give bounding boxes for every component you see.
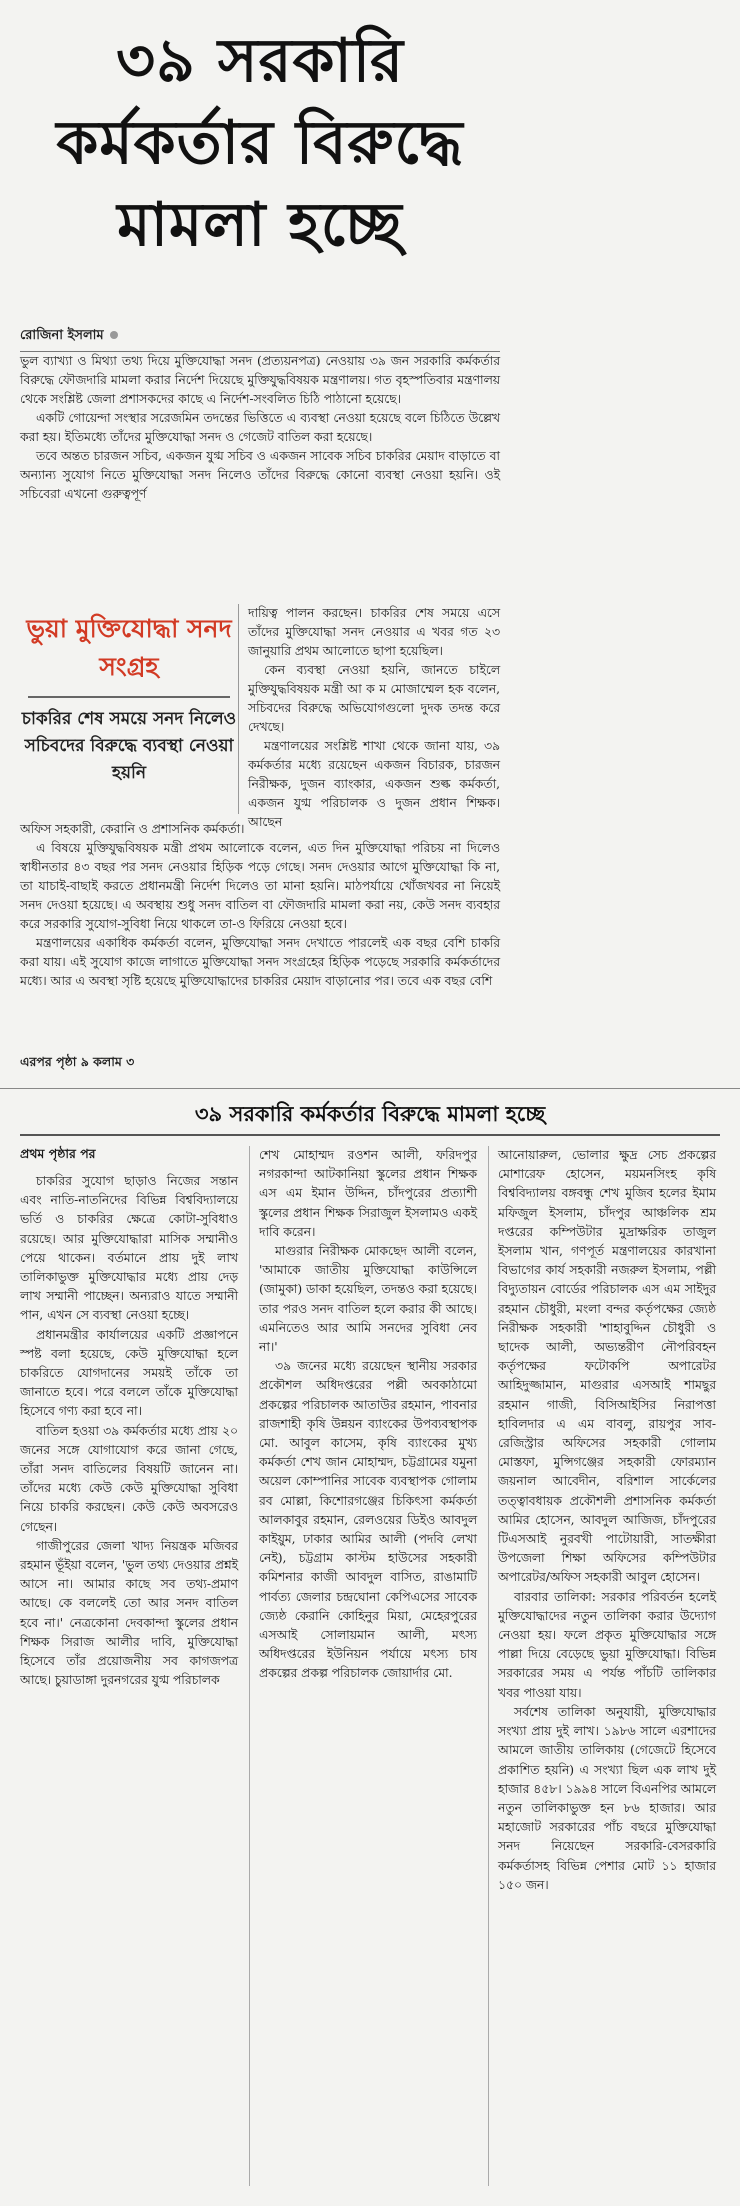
- continuation-column-3: [498, 1146, 716, 1895]
- column-paragraph: চাকরির সুযোগ ছাড়াও নিজের সন্তান এবং নাতি-নাতনিদের বিভিন্ন বিশ্ববিদ্যালয়ে ভর্তি ও চাকরির ক্ষেত্রে কোটা-সুবিধাও রয়েছে। আর মুক্তিযোদ্ধারা মাসিক সম্মানীও পেয়ে থাকেন। বর্তমানে প্রায় দুই লাখ তালিকাভুক্ত মুক্তিযোদ্ধার মধ্যে প্রায় দেড় লাখ সম্মানী পাচ্ছেন। অন্যরাও যাতে সম্মানী পান, এখন সে ব্যবস্থা নেওয়া হচ্ছে।: [20, 1174, 238, 1323]
- column-paragraph: আনোয়ারুল, ভোলার ক্ষুদ্র সেচ প্রকল্পের মোশারেফ হোসেন, ময়মনসিংহ কৃষি বিশ্ববিদ্যালয় বঙ্গবন্ধু শেখ মুজিব হলের ইমাম মফিজুল ইসলাম, চাঁদপুর আঞ্চলিক শ্রম দপ্তরের কম্পিউটার মুদ্রাক্ষরিক তাজুল ইসলাম খান, গণপূর্ত মন্ত্রণালয়ের কারখানা বিভাগের কার্য সহকারী নজরুল ইসলাম, পল্লী বিদ্যুতায়ন বোর্ডের পরিচালক এস এম সাইদুর রহমান চৌধুরী, মংলা বন্দর কর্তৃপক্ষের জ্যেষ্ঠ নিরীক্ষক সহকারী 'শাহাবুদ্দিন চৌধুরী ও ছাদেক আলী, অভ্যন্তরীণ নৌপরিবহন কর্তৃপক্ষের ফটোকপি অপারেটর আহিদুজ্জামান, মাগুরার এসআই শামছুর রহমান গাজী, বিসিআইসির নিরাপত্তা হাবিলদার এ এম বাবলু, রায়পুর সাব-রেজিস্ট্রার অফিসের সহকারী গোলাম মোস্তফা, মুন্সিগঞ্জের সহকারী ফোরম্যান জয়নাল আবেদীন, বরিশাল সার্কেলের তত্ত্বাবধায়ক প্রকৌশলী প্রশাসনিক কর্মকর্তা আমির হোসেন, আবদুল আজিজ, চাঁদপুরের টিএসআই নুরবখী পাটোয়ারী, সাতক্ষীরা উপজেলা শিক্ষা অফিসের কম্পিউটার অপারেটর/অফিস সহকারী আবুল হোসেন।: [498, 1148, 716, 1585]
- headline: ৩৯ সরকারি কর্মকর্তার বিরুদ্ধে মামলা হচ্ছে: [56, 26, 464, 260]
- pull-quote-box: [20, 604, 239, 814]
- pull-quote-divider: [28, 696, 230, 698]
- side-paragraph: মন্ত্রণালয়ের সংশ্লিষ্ট শাখা থেকে জানা যায়, ৩৯ কর্মকর্তার মধ্যে রয়েছেন একজন বিচারক, চারজন নিরীক্ষক, দুজন ব্যাংকার, একজন শুল্ক কর্মকর্তা, একজন যুগ্ম পরিচালক ও দুজন প্রধান শিক্ষক। আছেন: [248, 739, 500, 829]
- byline-author: রোজিনা ইসলাম: [20, 328, 104, 343]
- continuing-paragraph: এ বিষয়ে মুক্তিযুদ্ধবিষয়ক মন্ত্রী প্রথম আলোকে বলেন, এত দিন মুক্তিযোদ্ধা পরিচয় না দিলেও স্বাধীনতার ৪৩ বছর পর সনদ নেওয়ার হিড়িক পড়ে গেছে। সনদ দেওয়ার আগে মুক্তিযোদ্ধা কি না, তা যাচাই-বাছাই করতে প্রধানমন্ত্রী নির্দেশ দিলেও তা মানা হয়নি। মাঠপর্যায়ে খোঁজখবর না নিয়েই সনদ দেওয়া হয়েছে। এ অবস্থায় শুধু সনদ বাতিল বা ফৌজদারি মামলা করা নয়, কেউ সনদ ব্যবহার করে সরকারি সুযোগ-সুবিধা নিয়ে থাকলে তা-ও ফিরিয়ে নেওয়া হবে।: [20, 841, 500, 931]
- column-separator: [488, 1146, 489, 2186]
- lead-paragraph: তবে অন্তত চারজন সচিব, একজন যুগ্ম সচিব ও একজন সাবেক সচিব চাকরির মেয়াদ বাড়াতে বা অন্যান্য সুযোগ নিতে মুক্তিযোদ্ধা সনদ নিলেও তাঁদের বিরুদ্ধে কোনো ব্যবস্থা নেওয়া হয়নি। ওই সচিবেরা এখনো গুরুত্বপূর্ণ: [20, 449, 500, 501]
- continuing-paragraph: মন্ত্রণালয়ের একাধিক কর্মকর্তা বলেন, মুক্তিযোদ্ধা সনদ দেখাতে পারলেই এক বছর বেশি চাকরি করা যায়। এই সুযোগ কাজে লাগাতে মুক্তিযোদ্ধা সনদ সংগ্রহের হিড়িক পড়েছে সরকারি কর্মকর্তাদের মধ্যে। আর এ অবস্থা সৃষ্টি হয়েছে মুক্তিযোদ্ধাদের চাকরির মেয়াদ বাড়ানোর পর। তবে এক বছর বেশি: [20, 936, 500, 988]
- continuation-title: ৩৯ সরকারি কর্মকর্তার বিরুদ্ধে মামলা হচ্ছে: [194, 1102, 546, 1126]
- continuation-column-2: [259, 1146, 477, 1684]
- side-paragraph: কেন ব্যবস্থা নেওয়া হয়নি, জানতে চাইলে মুক্তিযুদ্ধবিষয়ক মন্ত্রী আ ক ম মোজাম্মেল হক বলেন, সচিবদের বিরুদ্ধে অভিযোগগুলো দুদক তদন্ত করে দেখছে।: [248, 663, 500, 734]
- continuing-paragraph: অফিস সহকারী, কেরানি ও প্রশাসনিক কর্মকর্তা।: [20, 822, 245, 836]
- byline: [20, 326, 500, 352]
- from-page-label: প্রথম পৃষ্ঠার পর: [20, 1146, 96, 1161]
- continuation-column-1: [20, 1146, 238, 1690]
- column-separator: [249, 1146, 250, 2186]
- continuing-text: [20, 820, 500, 991]
- column-paragraph: সর্বশেষ তালিকা অনুযায়ী, মুক্তিযোদ্ধার সংখ্যা প্রায় দুই লাখ। ১৯৮৬ সালে এরশাদের আমলে জাতীয় তালিকায় (গেজেটে হিসেবে প্রকাশিত হয়নি) এ সংখ্যা ছিল এক লাখ দুই হাজার ৪৫৮। ১৯৯৪ সালে বিএনপির আমলে নতুন তালিকাভুক্ত হন ৮৬ হাজার। আর মহাজোট সরকারের পাঁচ বছরে মুক্তিযোদ্ধা সনদ নিয়েছেন সরকারি-বেসরকারি কর্মকর্তাসহ বিভিন্ন পেশার মোট ১১ হাজার ১৫০ জন।: [498, 1704, 716, 1892]
- column-paragraph: ৩৯ জনের মধ্যে রয়েছেন স্থানীয় সরকার প্রকৌশল অধিদপ্তরের পল্লী অবকাঠামো প্রকল্পের পরিচালক আতাউর রহমান, পাবনার রাজশাহী কৃষি উন্নয়ন ব্যাংকের উপব্যবস্থাপক মো. আবুল কাসেম, কৃষি ব্যাংকের মুখ্য কর্মকর্তা শেখ জান মোহাম্মদ, চট্টগ্রামের যমুনা অয়েল কোম্পানির সাবেক ব্যবস্থাপক গোলাম রব মোল্লা, কিশোরগঞ্জের চিকিৎসা কর্মকর্তা আলকাবুর রহমান, রেলওয়ের ডিইও আবদুল কাইয়ুম, ঢাকার আমির আলী (পদবি লেখা নেই), চট্টগ্রাম কাস্টম হাউসের সহকারী কমিশনার কাজী আবদুল বাসিত, রাঙামাটি পার্বত্য জেলার চন্দ্রঘোনা কেপিএসের সাবেক জ্যেষ্ঠ কেরানি কোহিনুর মিয়া, মেহেরপুরের এসআই সোলায়মান আলী, মৎস্য অধিদপ্তরের ইউনিয়ন পর্যায়ে মৎস্য চাষ প্রকল্পের প্রকল্প পরিচালক জোয়ার্দার মো.: [259, 1359, 477, 1681]
- column-paragraph: বাতিল হওয়া ৩৯ কর্মকর্তার মধ্যে প্রায় ২০ জনের সঙ্গে যোগাযোগ করে জানা গেছে, তাঁরা সনদ বাতিলের বিষয়টি জানেন না। তাঁদের মধ্যে কেউ কেউ মুক্তিযোদ্ধা সুবিধা নিয়ে চাকরি করছেন। কেউ কেউ অবসরেও গেছেন।: [20, 1423, 238, 1534]
- continuation-title-rule: [20, 1134, 720, 1136]
- column-paragraph: গাজীপুরের জেলা খাদ্য নিয়ন্ত্রক মজিবর রহমান ভূঁইয়া বলেন, 'ভুল তথ্য দেওয়ার প্রশ্নই আসে না। আমার কাছে সব তথ্য-প্রমাণ আছে। কে বললেই তো আর সনদ বাতিল হবে না।' নেত্রকোনা দেবকান্দা স্কুলের প্রধান শিক্ষক সিরাজ আলীর দাবি, মুক্তিযোদ্ধা হিসেবে তাঁর প্রয়োজনীয় সব কাগজপত্র আছে। চুয়াডাঙ্গা দুরনগরের যুগ্ম পরিচালক: [20, 1538, 238, 1688]
- section-divider: [0, 1088, 740, 1089]
- column-paragraph: মাগুরার নিরীক্ষক মোকছেদ আলী বলেন, 'আমাকে জাতীয় মুক্তিযোদ্ধা কাউন্সিলে (জামুকা) ডাকা হয়েছিল, তদন্তও করা হয়েছে। তার পরও সনদ বাতিল হলে করার কী আছে। এমনিতেও আর আমি সনদের সুবিধা নেব না।': [259, 1244, 477, 1355]
- column-paragraph: শেখ মোহাম্মদ রওশন আলী, ফরিদপুর নগরকান্দা আটকানিয়া স্কুলের প্রধান শিক্ষক এস এম ইমান উদ্দিন, চাঁদপুরের প্রত্যাশী স্কুলের প্রধান শিক্ষক সিরাজুল ইসলামও একই দাবি করেন।: [259, 1148, 477, 1239]
- side-column-text: [248, 604, 500, 832]
- byline-dot-icon: [110, 331, 118, 339]
- pull-quote-subtitle: চাকরির শেষ সময়ে সনদ নিলেও সচিবদের বিরুদ্ধে ব্যবস্থা নেওয়া হয়নি: [21, 709, 237, 783]
- column-paragraph: বারবার তালিকা: সরকার পরিবর্তন হলেই মুক্তিযোদ্ধাদের নতুন তালিকা করার উদ্যোগ নেওয়া হয়। ফলে প্রকৃত মুক্তিযোদ্ধার সঙ্গে পাল্লা দিয়ে বেড়েছে ভুয়া মুক্তিযোদ্ধা। বিভিন্ন সরকারের সময় এ পর্যন্ত পাঁচটি তালিকার খবর পাওয়া যায়।: [498, 1589, 716, 1700]
- column-paragraph: প্রধানমন্ত্রীর কার্যালয়ের একটি প্রজ্ঞাপনে স্পষ্ট বলা হয়েছে, কেউ মুক্তিযোদ্ধা হলে চাকরিতে যোগদানের সময়ই তাঁকে তা জানাতে হবে। পরে বললে তাঁকে মুক্তিযোদ্ধা হিসেবে গণ্য করা হবে না।: [20, 1327, 238, 1419]
- jump-line: এরপর পৃষ্ঠা ৯ কলাম ৩: [20, 1054, 135, 1069]
- pull-quote-title: ভুয়া মুক্তিযোদ্ধা সনদ সংগ্রহ: [26, 614, 232, 681]
- lead-text: [20, 352, 500, 504]
- lead-paragraph: একটি গোয়েন্দা সংস্থার সরেজমিন তদন্তের ভিত্তিতে এ ব্যবস্থা নেওয়া হয়েছে বলে চিঠিতে উল্লেখ করা হয়। ইতিমধ্যে তাঁদের মুক্তিযোদ্ধা সনদ ও গেজেট বাতিল করা হয়েছে।: [20, 411, 500, 444]
- side-paragraph: দায়িত্ব পালন করছেন। চাকরির শেষ সময়ে এসে তাঁদের মুক্তিযোদ্ধা সনদ নেওয়ার এ খবর গত ২৩ জানুয়ারি প্রথম আলোতে ছাপা হয়েছিল।: [248, 606, 500, 658]
- lead-paragraph: ভুল ব্যাখ্যা ও মিথ্যা তথ্য দিয়ে মুক্তিযোদ্ধা সনদ (প্রত্যয়নপত্র) নেওয়ায় ৩৯ জন সরকারি কর্মকর্তার বিরুদ্ধে ফৌজদারি মামলা করার নির্দেশ দিয়েছে মুক্তিযুদ্ধবিষয়ক মন্ত্রণালয়। গত বৃহস্পতিবার মন্ত্রণালয় থেকে সংশ্লিষ্ট জেলা প্রশাসকদের কাছে এ নির্দেশ-সংবলিত চিঠি পাঠানো হয়েছে।: [20, 354, 500, 406]
